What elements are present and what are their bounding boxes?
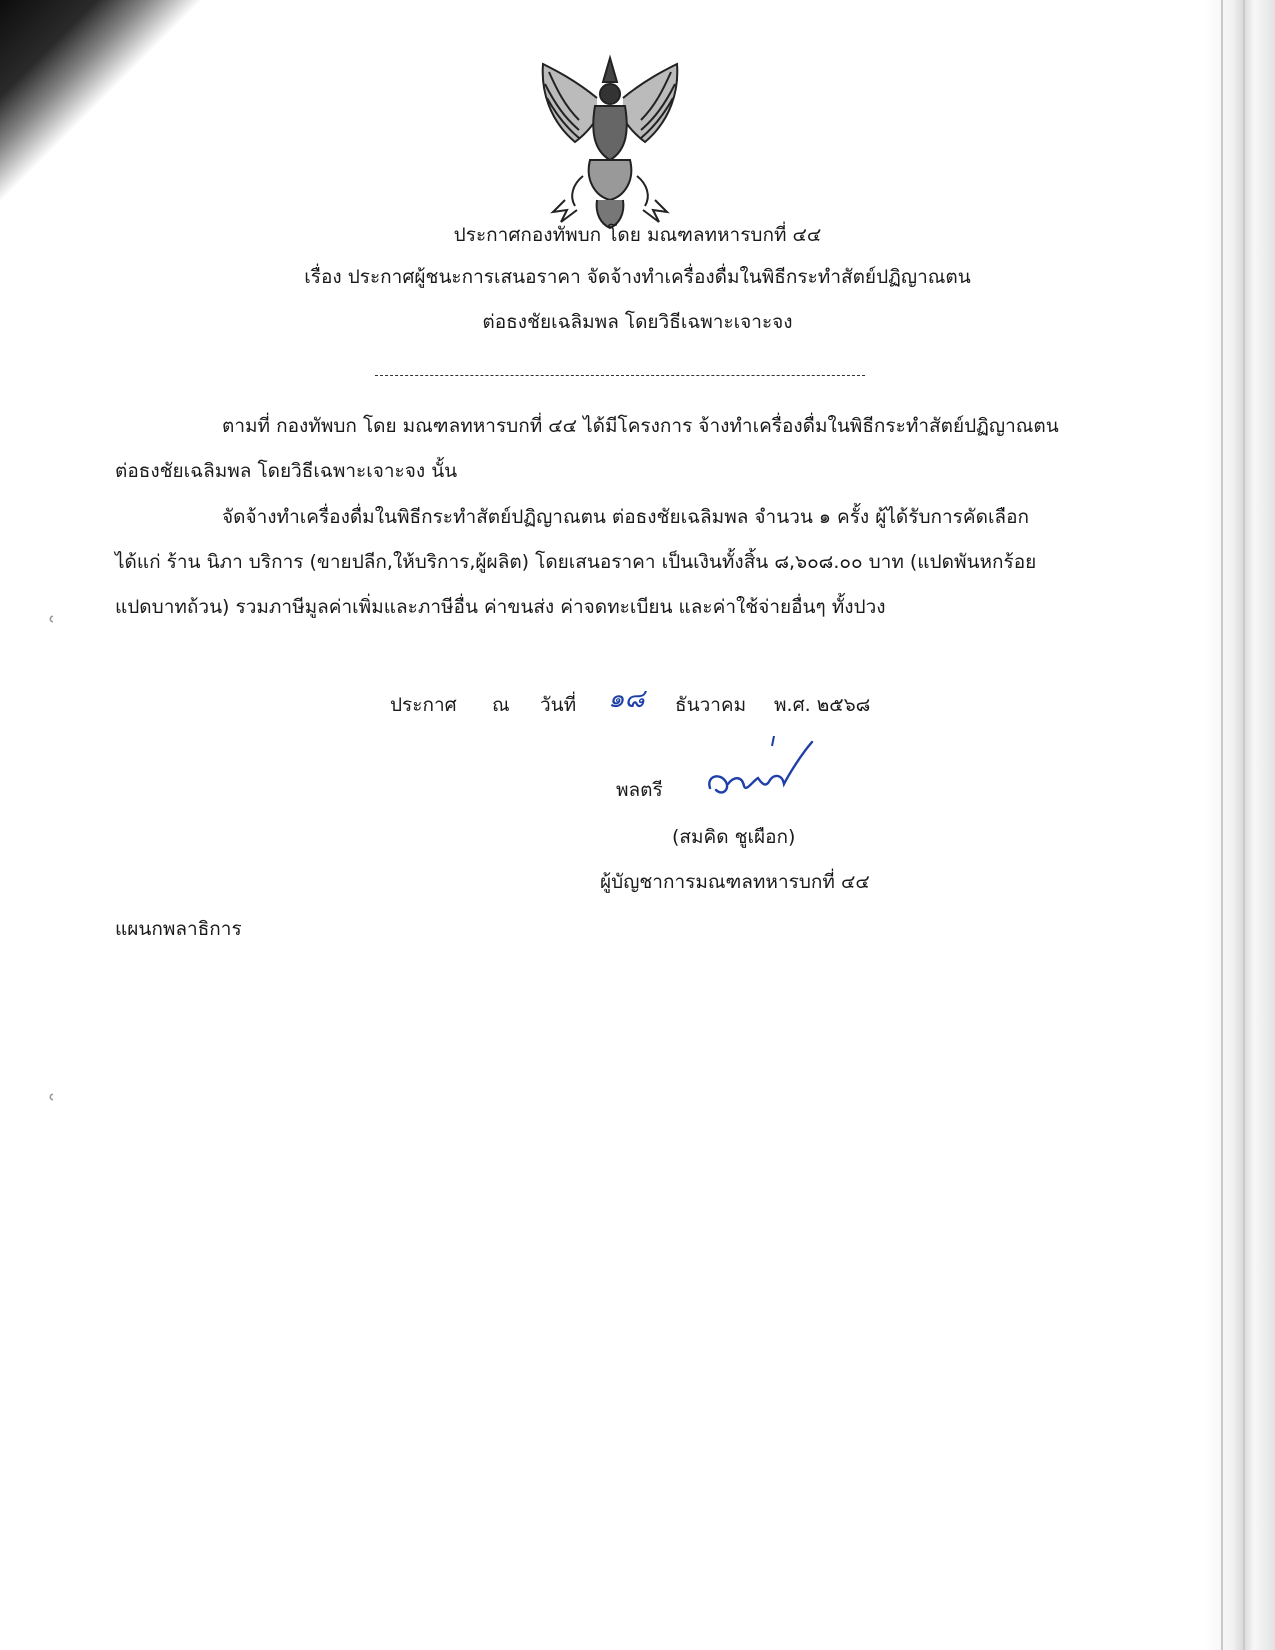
paragraph-2-line-3: แปดบาทถ้วน) รวมภาษีมูลค่าเพิ่มและภาษีอื่น ค่าขนส่ง ค่าจดทะเบียน และค่าใช้จ่ายอื่นๆ ทั้งปวง bbox=[115, 596, 886, 618]
signatory-position: ผู้บัญชาการมณฑลทหารบกที่ ๔๔ bbox=[600, 871, 870, 893]
title-divider bbox=[375, 375, 865, 376]
paragraph-2-line-2: ได้แก่ ร้าน นิภา บริการ (ขายปลีก,ให้บริการ,ผู้ผลิต) โดยเสนอราคา เป็นเงินทั้งสิ้น ๘,๖๐๘.๐๐ บาท (แปดพันหกร้อย bbox=[115, 551, 1037, 573]
day-label: วันที่ bbox=[540, 694, 577, 716]
announcement-label: ประกาศ bbox=[390, 694, 457, 716]
month: ธันวาคม bbox=[675, 694, 747, 716]
handwritten-day: ๑๘ bbox=[608, 684, 645, 714]
paragraph-2-line-1: จัดจ้างทำเครื่องดื่มในพิธีกระทำสัตย์ปฏิญาณตน ต่อธงชัยเฉลิมพล จำนวน ๑ ครั้ง ผู้ได้รับการคัดเลือก bbox=[222, 506, 1029, 528]
title-line-2: เรื่อง ประกาศผู้ชนะการเสนอราคา จัดจ้างทำเครื่องดื่มในพิธีกระทำสัตย์ปฏิญาณตน bbox=[304, 266, 971, 288]
department-name: แผนกพลาธิการ bbox=[115, 918, 242, 940]
announcement-date bbox=[390, 684, 910, 720]
title-line-1: ประกาศกองทัพบก โดย มณฑลทหารบกที่ ๔๔ bbox=[453, 224, 822, 246]
garuda-emblem bbox=[535, 50, 685, 230]
announcement-at: ณ bbox=[492, 694, 510, 716]
year: พ.ศ. ๒๕๖๘ bbox=[774, 694, 871, 716]
title-line-3: ต่อธงชัยเฉลิมพล โดยวิธีเฉพาะเจาะจง bbox=[482, 311, 793, 333]
paragraph-1-line-2: ต่อธงชัยเฉลิมพล โดยวิธีเฉพาะเจาะจง นั้น bbox=[115, 460, 458, 482]
scan-corner-shadow bbox=[0, 0, 220, 220]
handwritten-signature bbox=[700, 736, 820, 806]
signatory-name: (สมคิด ชูเผือก) bbox=[672, 826, 796, 848]
scan-speck: ʿ bbox=[48, 1090, 56, 1120]
signatory-rank: พลตรี bbox=[616, 779, 663, 801]
scan-speck: ʿ bbox=[48, 612, 56, 642]
paragraph-1-line-1: ตามที่ กองทัพบก โดย มณฑลทหารบกที่ ๔๔ ได้มีโครงการ จ้างทำเครื่องดื่มในพิธีกระทำสัตย์ปฏิญาณตน bbox=[222, 415, 1059, 437]
